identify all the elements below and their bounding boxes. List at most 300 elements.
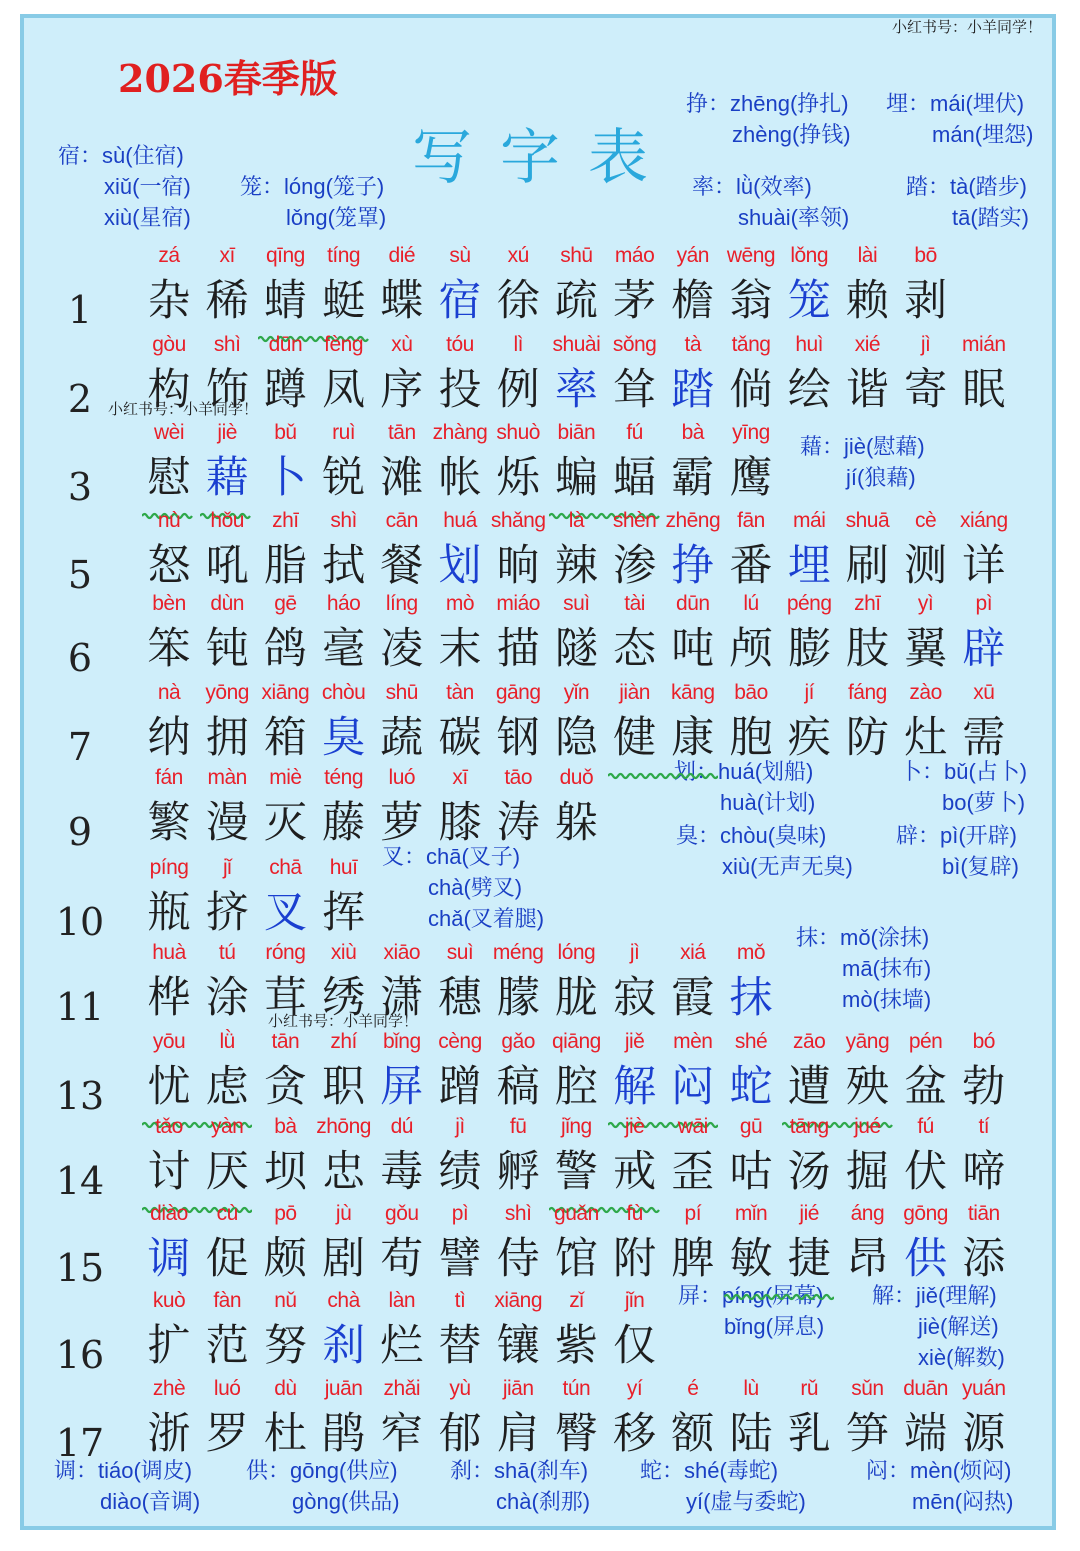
hanzi-character: 茸 bbox=[263, 973, 307, 1023]
hanzi-character: 赖 bbox=[845, 276, 889, 326]
note-line: xiù(星宿) bbox=[104, 205, 191, 230]
pinyin-label: làn bbox=[388, 1289, 416, 1312]
hanzi-character: 杜 bbox=[263, 1409, 307, 1459]
pinyin-label: tí bbox=[978, 1115, 990, 1138]
note-line: jiè(解送) bbox=[918, 1314, 999, 1339]
pinyin-label: xiāo bbox=[383, 941, 421, 964]
hanzi-character: 繁 bbox=[147, 798, 191, 848]
hanzi-character: 灶 bbox=[904, 713, 948, 763]
pinyin-label: pì bbox=[451, 1202, 469, 1225]
pinyin-label: xiāng bbox=[261, 681, 310, 704]
pinyin-label: jiě bbox=[624, 1030, 645, 1053]
pinyin-label: cè bbox=[915, 509, 937, 532]
hanzi-character: 毒 bbox=[380, 1147, 424, 1197]
pinyin-label: tǎo bbox=[155, 1115, 183, 1138]
hanzi-character: 穗 bbox=[438, 973, 482, 1023]
pinyin-label: bāo bbox=[734, 681, 768, 704]
note-line: mán(埋怨) bbox=[932, 122, 1034, 147]
hanzi-character: 伏 bbox=[904, 1147, 948, 1197]
hanzi-character: 凤 bbox=[322, 365, 366, 415]
pinyin-label: lǜ bbox=[219, 1030, 235, 1053]
pinyin-label: sǒng bbox=[612, 333, 657, 356]
hanzi-character: 划 bbox=[438, 541, 482, 591]
hanzi-character: 膝 bbox=[438, 798, 482, 848]
hanzi-character: 卜 bbox=[263, 453, 307, 503]
hanzi-character: 蹭 bbox=[438, 1062, 482, 1112]
char-row bbox=[0, 1115, 1080, 1205]
note-line: 供：gōng(供应) bbox=[246, 1458, 398, 1483]
pinyin-label: kuò bbox=[152, 1289, 186, 1312]
hanzi-character: 檐 bbox=[671, 276, 715, 326]
hanzi-character: 剥 bbox=[904, 276, 948, 326]
pinyin-label: tài bbox=[624, 592, 645, 615]
pinyin-label: zāo bbox=[793, 1030, 826, 1053]
hanzi-character: 吨 bbox=[671, 624, 715, 674]
pinyin-label: shì bbox=[330, 509, 357, 532]
pinyin-label: kāng bbox=[671, 681, 715, 704]
hanzi-character: 替 bbox=[438, 1321, 482, 1371]
pinyin-label: lǒng bbox=[790, 244, 829, 267]
pinyin-label: tān bbox=[387, 421, 416, 444]
hanzi-character: 疾 bbox=[787, 713, 831, 763]
pinyin-label: xié bbox=[854, 333, 881, 356]
hanzi-character: 滩 bbox=[380, 453, 424, 503]
hanzi-character: 徐 bbox=[496, 276, 540, 326]
pinyin-label: tú bbox=[218, 941, 236, 964]
char-row bbox=[0, 856, 1080, 946]
note-line: xiǔ(一宿) bbox=[104, 174, 191, 199]
hanzi-character: 蔬 bbox=[380, 713, 424, 763]
pinyin-label: shuài bbox=[552, 333, 601, 356]
hanzi-character: 谐 bbox=[845, 365, 889, 415]
note-line: 解：jiě(理解) bbox=[872, 1283, 997, 1308]
pinyin-label: pí bbox=[684, 1202, 702, 1225]
pinyin-label: dūn bbox=[676, 592, 710, 615]
pinyin-label: xiá bbox=[680, 941, 706, 964]
hanzi-character: 挣 bbox=[671, 541, 715, 591]
hanzi-character: 潇 bbox=[380, 973, 424, 1023]
pinyin-label: fū bbox=[509, 1115, 527, 1138]
hanzi-character: 挤 bbox=[205, 888, 249, 938]
note-line: 卜：bǔ(占卜) bbox=[900, 759, 1028, 784]
pinyin-label: duān bbox=[903, 1377, 948, 1400]
pinyin-label: suì bbox=[563, 592, 590, 615]
pinyin-label: zǐ bbox=[569, 1289, 584, 1312]
hanzi-character: 怒 bbox=[147, 541, 191, 591]
hanzi-character: 仅 bbox=[613, 1321, 657, 1371]
hanzi-character: 歪 bbox=[671, 1147, 715, 1197]
pinyin-label: shì bbox=[213, 333, 241, 356]
char-row bbox=[0, 941, 1080, 1031]
note-line: 踏：tà(踏步) bbox=[906, 174, 1028, 199]
pinyin-label: hǒu bbox=[210, 509, 244, 532]
row-number: 6 bbox=[67, 636, 93, 680]
char-row bbox=[0, 509, 1080, 599]
hanzi-character: 蝙 bbox=[554, 453, 598, 503]
row-number: 3 bbox=[67, 465, 93, 509]
pinyin-label: huī bbox=[329, 856, 358, 879]
hanzi-character: 绣 bbox=[322, 973, 366, 1023]
hanzi-character: 钢 bbox=[496, 713, 540, 763]
note-line: mā(抹布) bbox=[842, 956, 932, 981]
hanzi-character: 捷 bbox=[787, 1234, 831, 1284]
hanzi-character: 绩 bbox=[438, 1147, 482, 1197]
pinyin-label: nǔ bbox=[274, 1289, 297, 1312]
pinyin-label: fáng bbox=[847, 681, 887, 704]
pinyin-label: guǎn bbox=[554, 1202, 599, 1225]
note-line: mò(抹墙) bbox=[842, 987, 932, 1012]
pinyin-label: jǐng bbox=[561, 1115, 592, 1138]
pinyin-label: cān bbox=[385, 509, 418, 532]
hanzi-character: 率 bbox=[554, 365, 598, 415]
note-line: mēn(闷热) bbox=[912, 1489, 1014, 1514]
pinyin-label: zhí bbox=[330, 1030, 357, 1053]
note-line: xiù(无声无臭) bbox=[722, 854, 853, 879]
hanzi-character: 笋 bbox=[845, 1409, 889, 1459]
note-line: lǒng(笼罩) bbox=[286, 205, 387, 230]
hanzi-character: 胧 bbox=[554, 973, 598, 1023]
note-line: bì(复辟) bbox=[942, 854, 1020, 879]
hanzi-character: 隧 bbox=[554, 624, 598, 674]
hanzi-character: 职 bbox=[322, 1062, 366, 1112]
hanzi-character: 霞 bbox=[671, 973, 715, 1023]
note-line: chà(劈叉) bbox=[428, 875, 523, 900]
hanzi-character: 咕 bbox=[729, 1147, 773, 1197]
note-line: 闷：mèn(烦闷) bbox=[866, 1458, 1012, 1483]
pinyin-label: mèn bbox=[673, 1030, 713, 1053]
hanzi-character: 涂 bbox=[205, 973, 249, 1023]
hanzi-character: 康 bbox=[671, 713, 715, 763]
pinyin-label: là bbox=[568, 509, 585, 532]
note-line: 蛇：shé(毒蛇) bbox=[640, 1458, 779, 1483]
pinyin-label: yàn bbox=[211, 1115, 244, 1138]
pinyin-label: tún bbox=[562, 1377, 591, 1400]
pinyin-label: yāng bbox=[845, 1030, 890, 1053]
pinyin-label: líng bbox=[385, 592, 418, 615]
pinyin-label: yì bbox=[917, 592, 934, 615]
hanzi-character: 昂 bbox=[845, 1234, 889, 1284]
watermark-mid: 小红书号：小羊同学！ bbox=[108, 401, 259, 418]
pinyin-label: wēng bbox=[726, 244, 776, 267]
hanzi-character: 解 bbox=[613, 1062, 657, 1112]
hanzi-character: 拥 bbox=[205, 713, 249, 763]
hanzi-character: 闷 bbox=[671, 1062, 715, 1112]
hanzi-character: 刹 bbox=[322, 1321, 366, 1371]
pinyin-label: miáo bbox=[496, 592, 540, 615]
pinyin-label: miè bbox=[269, 766, 302, 789]
pinyin-label: gū bbox=[739, 1115, 763, 1138]
hanzi-character: 饰 bbox=[205, 365, 249, 415]
hanzi-character: 警 bbox=[554, 1147, 598, 1197]
pinyin-label: pén bbox=[908, 1030, 943, 1053]
row-number: 2 bbox=[67, 377, 93, 421]
hanzi-character: 隐 bbox=[554, 713, 598, 763]
hanzi-character: 挥 bbox=[322, 888, 366, 938]
pinyin-label: cù bbox=[216, 1202, 238, 1225]
pinyin-label: yōu bbox=[152, 1030, 186, 1053]
hanzi-character: 藤 bbox=[322, 798, 366, 848]
watermark-lower: 小红书号：小羊同学！ bbox=[268, 1013, 419, 1030]
hanzi-character: 茅 bbox=[613, 276, 657, 326]
pinyin-label: jǐn bbox=[624, 1289, 645, 1312]
row-number: 15 bbox=[55, 1246, 105, 1290]
hanzi-character: 罗 bbox=[205, 1409, 249, 1459]
char-row bbox=[0, 1030, 1080, 1120]
note-line: gòng(供品) bbox=[292, 1489, 400, 1514]
pinyin-label: nà bbox=[157, 681, 181, 704]
hanzi-character: 箱 bbox=[263, 713, 307, 763]
hanzi-character: 屏 bbox=[380, 1062, 424, 1112]
note-line: 叉：chā(叉子) bbox=[382, 844, 521, 869]
char-row bbox=[0, 1289, 1080, 1379]
pinyin-label: bà bbox=[681, 421, 704, 444]
char-row bbox=[0, 1202, 1080, 1292]
hanzi-character: 详 bbox=[962, 541, 1006, 591]
note-line: shuài(率领) bbox=[738, 205, 850, 230]
pinyin-label: xiù bbox=[330, 941, 357, 964]
page-title: 写字表 bbox=[412, 123, 676, 193]
pinyin-label: zhàng bbox=[432, 421, 488, 444]
note-zheng bbox=[686, 88, 851, 150]
hanzi-character: 霸 bbox=[671, 453, 715, 503]
pinyin-label: dù bbox=[274, 1377, 297, 1400]
hanzi-character: 遭 bbox=[787, 1062, 831, 1112]
pinyin-label: tì bbox=[454, 1289, 466, 1312]
note-line: huà(计划) bbox=[720, 790, 816, 815]
hanzi-character: 藉 bbox=[205, 453, 249, 503]
pinyin-label: luó bbox=[213, 1377, 241, 1400]
pinyin-label: xī bbox=[219, 244, 235, 267]
hanzi-character: 供 bbox=[904, 1234, 948, 1284]
note-line: yí(虚与委蛇) bbox=[686, 1489, 806, 1514]
pinyin-label: lóng bbox=[557, 941, 596, 964]
pinyin-label: bǐng bbox=[382, 1030, 421, 1053]
pinyin-label: jiàn bbox=[619, 681, 650, 704]
hanzi-character: 躲 bbox=[554, 798, 598, 848]
hanzi-character: 端 bbox=[904, 1409, 948, 1459]
pinyin-label: zá bbox=[158, 244, 180, 267]
hanzi-character: 苟 bbox=[380, 1234, 424, 1284]
hanzi-character: 稀 bbox=[205, 276, 249, 326]
pinyin-label: wèi bbox=[153, 421, 184, 444]
pinyin-label: yán bbox=[676, 244, 709, 267]
hanzi-character: 源 bbox=[962, 1409, 1006, 1459]
hanzi-character: 汤 bbox=[787, 1147, 831, 1197]
hanzi-character: 胞 bbox=[729, 713, 773, 763]
pinyin-label: róng bbox=[265, 941, 306, 964]
pinyin-label: háo bbox=[326, 592, 361, 615]
pinyin-label: gǒu bbox=[385, 1202, 419, 1225]
hanzi-character: 臭 bbox=[322, 713, 366, 763]
pinyin-label: yí bbox=[626, 1377, 643, 1400]
row-number: 17 bbox=[55, 1421, 105, 1465]
pinyin-label: dūn bbox=[268, 333, 303, 356]
hanzi-character: 臀 bbox=[554, 1409, 598, 1459]
pinyin-label: gǎo bbox=[501, 1030, 535, 1053]
char-row bbox=[0, 592, 1080, 682]
pinyin-label: chā bbox=[269, 856, 302, 879]
hanzi-character: 慰 bbox=[147, 453, 191, 503]
hanzi-character: 范 bbox=[205, 1321, 249, 1371]
hanzi-character: 蹲 bbox=[263, 365, 307, 415]
pinyin-label: xiāng bbox=[494, 1289, 543, 1312]
hanzi-character: 锐 bbox=[322, 453, 366, 503]
note-su bbox=[58, 140, 191, 233]
hanzi-character: 倘 bbox=[729, 365, 773, 415]
note-line: 抹：mǒ(涂抹) bbox=[796, 925, 930, 950]
pinyin-label: xū bbox=[973, 681, 995, 704]
pinyin-label: péng bbox=[786, 592, 832, 615]
pinyin-label: mái bbox=[793, 509, 826, 532]
pinyin-label: duǒ bbox=[559, 766, 594, 789]
hanzi-character: 帐 bbox=[438, 453, 482, 503]
hanzi-character: 勃 bbox=[962, 1062, 1006, 1112]
pinyin-label: luó bbox=[388, 766, 416, 789]
hanzi-character: 餐 bbox=[380, 541, 424, 591]
pinyin-label: shì bbox=[504, 1202, 532, 1225]
hanzi-character: 疏 bbox=[554, 276, 598, 326]
hanzi-character: 翼 bbox=[904, 624, 948, 674]
hanzi-character: 脂 bbox=[263, 541, 307, 591]
pinyin-label: jué bbox=[854, 1115, 881, 1138]
pinyin-label: qīng bbox=[265, 244, 305, 267]
hanzi-character: 烂 bbox=[380, 1321, 424, 1371]
hanzi-character: 晌 bbox=[496, 541, 540, 591]
pinyin-label: bó bbox=[972, 1030, 995, 1053]
pinyin-label: huà bbox=[152, 941, 186, 964]
pinyin-label: xiáng bbox=[959, 509, 1008, 532]
pinyin-label: yīng bbox=[732, 421, 770, 444]
pinyin-label: shuā bbox=[845, 509, 890, 532]
hanzi-character: 末 bbox=[438, 624, 482, 674]
hanzi-character: 绘 bbox=[787, 365, 831, 415]
note-line: xiè(解数) bbox=[918, 1345, 1005, 1370]
pinyin-label: fèng bbox=[324, 333, 364, 356]
hanzi-character: 孵 bbox=[496, 1147, 540, 1197]
pinyin-label: chà bbox=[327, 1289, 360, 1312]
hanzi-character: 脾 bbox=[671, 1234, 715, 1284]
hanzi-character: 毫 bbox=[322, 624, 366, 674]
hanzi-character: 构 bbox=[147, 365, 191, 415]
note-line: 划：huá(划船) bbox=[674, 759, 814, 784]
hanzi-character: 眠 bbox=[962, 365, 1006, 415]
pinyin-label: qiāng bbox=[551, 1030, 601, 1053]
hanzi-character: 额 bbox=[671, 1409, 715, 1459]
pinyin-label: fán bbox=[155, 766, 183, 789]
char-row bbox=[0, 1377, 1080, 1467]
row-number: 5 bbox=[67, 553, 93, 597]
hanzi-character: 附 bbox=[613, 1234, 657, 1284]
pinyin-label: tān bbox=[271, 1030, 300, 1053]
row-number: 13 bbox=[55, 1074, 105, 1118]
pinyin-label: sǔn bbox=[851, 1377, 884, 1400]
note-line: 宿：sù(住宿) bbox=[58, 143, 184, 168]
hanzi-character: 颇 bbox=[263, 1234, 307, 1284]
pinyin-label: nù bbox=[157, 509, 181, 532]
hanzi-character: 腔 bbox=[554, 1062, 598, 1112]
pinyin-label: bǔ bbox=[274, 421, 297, 444]
hanzi-character: 例 bbox=[496, 365, 540, 415]
hanzi-character: 镶 bbox=[496, 1321, 540, 1371]
pinyin-label: fān bbox=[737, 509, 765, 532]
hanzi-character: 窄 bbox=[380, 1409, 424, 1459]
pinyin-label: shū bbox=[385, 681, 418, 704]
row-number: 14 bbox=[55, 1159, 105, 1203]
hanzi-character: 蝶 bbox=[380, 276, 424, 326]
hanzi-character: 贪 bbox=[263, 1062, 307, 1112]
hanzi-character: 踏 bbox=[671, 365, 715, 415]
pinyin-label: jì bbox=[455, 1115, 465, 1138]
hanzi-character: 叉 bbox=[263, 888, 307, 938]
hanzi-character: 翁 bbox=[729, 276, 773, 326]
pinyin-label: juān bbox=[324, 1377, 363, 1400]
pinyin-label: é bbox=[687, 1377, 699, 1400]
hanzi-character: 辣 bbox=[554, 541, 598, 591]
pinyin-label: chòu bbox=[321, 681, 366, 704]
pinyin-label: shuò bbox=[496, 421, 540, 444]
watermark-top: 小红书号：小羊同学！ bbox=[891, 19, 1042, 36]
hanzi-character: 笨 bbox=[147, 624, 191, 674]
pinyin-label: dùn bbox=[210, 592, 244, 615]
pinyin-label: jiān bbox=[502, 1377, 534, 1400]
hanzi-character: 桦 bbox=[147, 973, 191, 1023]
pinyin-label: tàn bbox=[446, 681, 474, 704]
pinyin-label: xī bbox=[452, 766, 468, 789]
note-line: 率：lǜ(效率) bbox=[692, 174, 812, 199]
pinyin-label: fú bbox=[917, 1115, 934, 1138]
pinyin-label: sù bbox=[449, 244, 471, 267]
hanzi-character: 投 bbox=[438, 365, 482, 415]
pinyin-label: bà bbox=[274, 1115, 297, 1138]
pinyin-label: gē bbox=[274, 592, 297, 615]
pinyin-label: shé bbox=[734, 1030, 768, 1053]
pinyin-label: lù bbox=[743, 1377, 759, 1400]
note-line: 屏：píng(屏幕) bbox=[678, 1283, 824, 1308]
pinyin-label: fù bbox=[626, 1202, 643, 1225]
note-line: 调：tiáo(调皮) bbox=[54, 1458, 193, 1483]
note-line: 笼：lóng(笼子) bbox=[240, 174, 385, 199]
pinyin-label: tāng bbox=[789, 1115, 829, 1138]
note-long bbox=[240, 171, 386, 233]
hanzi-character: 朦 bbox=[496, 973, 540, 1023]
pinyin-label: téng bbox=[324, 766, 364, 789]
pinyin-label: zhī bbox=[272, 509, 299, 532]
hanzi-character: 陆 bbox=[729, 1409, 773, 1459]
hanzi-character: 凌 bbox=[380, 624, 424, 674]
hanzi-character: 测 bbox=[904, 541, 948, 591]
hanzi-character: 蜻 bbox=[263, 276, 307, 326]
pinyin-label: yǐn bbox=[563, 681, 590, 704]
hanzi-character: 坝 bbox=[263, 1147, 307, 1197]
pinyin-label: cèng bbox=[438, 1030, 482, 1053]
pinyin-label: tà bbox=[684, 333, 702, 356]
hanzi-character: 鸽 bbox=[263, 624, 307, 674]
pinyin-label: mián bbox=[962, 333, 1006, 356]
pinyin-label: ruì bbox=[332, 421, 356, 444]
hanzi-character: 颅 bbox=[729, 624, 773, 674]
hanzi-character: 态 bbox=[613, 624, 657, 674]
hanzi-character: 努 bbox=[263, 1321, 307, 1371]
pinyin-label: dié bbox=[388, 244, 416, 267]
hanzi-character: 戒 bbox=[613, 1147, 657, 1197]
hanzi-character: 讨 bbox=[147, 1147, 191, 1197]
hanzi-character: 乳 bbox=[787, 1409, 831, 1459]
note-line: 藉：jiè(慰藉) bbox=[800, 434, 925, 459]
row-number: 10 bbox=[55, 900, 105, 944]
row-number: 7 bbox=[67, 725, 93, 769]
pinyin-label: huá bbox=[443, 509, 477, 532]
hanzi-character: 番 bbox=[729, 541, 773, 591]
